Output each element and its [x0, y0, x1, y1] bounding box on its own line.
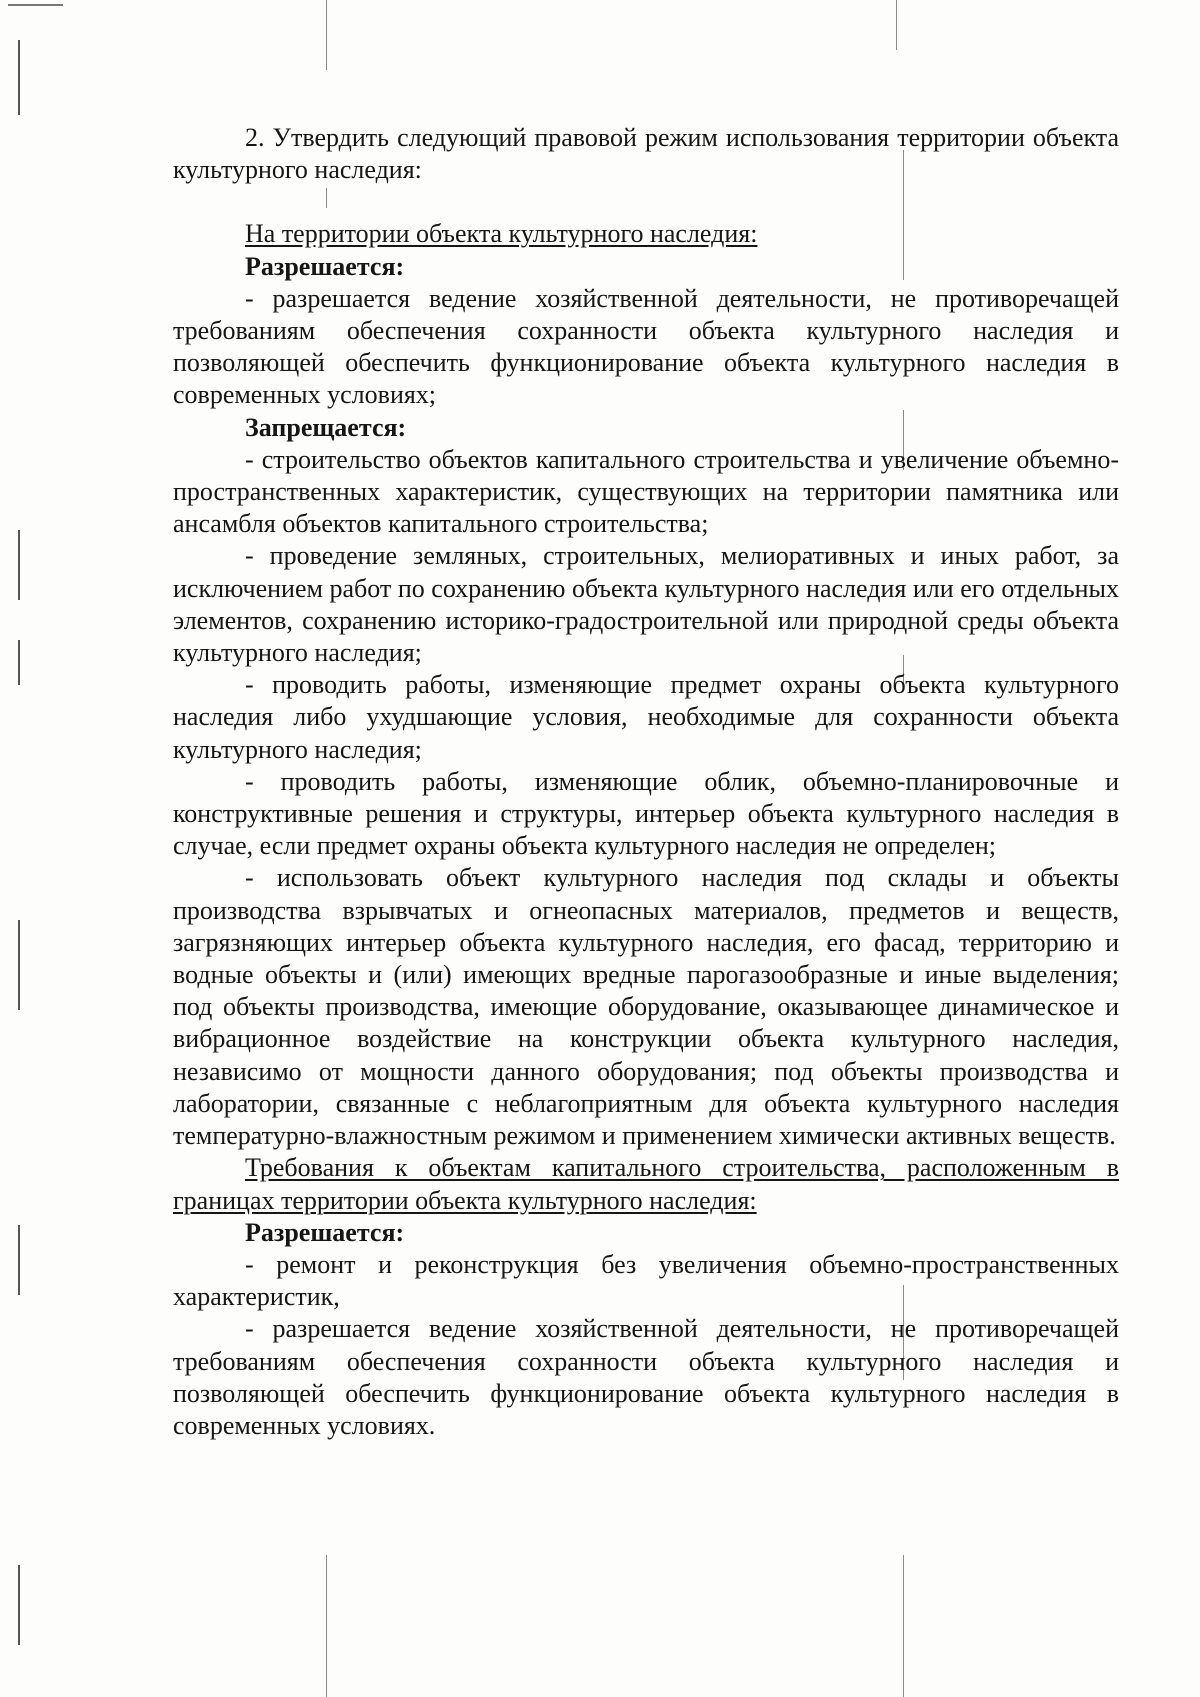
allowed-heading: Разрешается:	[245, 251, 405, 281]
forbidden-item: - проводить работы, изменяющие облик, объемно-планировочные и конструктивные решения и структуры, интерьер объекта культурного наследия в случае, если предмет охраны объекта культурного наследия не определен;	[173, 766, 1119, 861]
document-body	[173, 122, 1119, 1442]
scan-artifact-line	[18, 640, 20, 685]
scan-artifact-line	[18, 1225, 20, 1295]
forbidden-item: - проведение земляных, строительных, мелиоративных и иных работ, за исключением работ по сохранению объекта культурного наследия или его отдельных элементов, сохранению историко-градостроительной или природной среды объекта культурного наследия;	[173, 541, 1119, 668]
allowed-item: - разрешается ведение хозяйственной деятельности, не противоречащей требованиям обеспечения сохранности объекта культурного наследия и позволяющей обеспечить функционирование объекта культурного наследия в современных условиях.	[173, 1314, 1119, 1440]
scan-artifact-line	[18, 920, 20, 1010]
section-title-buildings: Требования к объектам капитального строительства, расположенным в границах территории объекта культурного наследия:	[173, 1153, 1119, 1215]
forbidden-item: - проводить работы, изменяющие предмет охраны объекта культурного наследия либо ухудшающие условия, необходимые для сохранности объекта культурного наследия;	[173, 670, 1119, 764]
scan-artifact-line	[8, 4, 63, 6]
scan-artifact-line	[18, 40, 20, 115]
forbidden-heading: Запрещается:	[245, 412, 407, 442]
allowed-heading: Разрешается:	[245, 1217, 405, 1247]
forbidden-item: - строительство объектов капитального строительства и увеличение объемно-пространственных характеристик, существующих на территории памятника или ансамбля объектов капитального строительства;	[173, 444, 1119, 539]
scan-artifact-line	[18, 1565, 20, 1645]
intro-paragraph: 2. Утвердить следующий правовой режим использования территории объекта культурного наследия:	[173, 123, 1119, 185]
section-title-territory: На территории объекта культурного наследия:	[245, 219, 758, 249]
scan-artifact-line	[18, 530, 20, 600]
scan-artifact-line	[326, 0, 327, 70]
allowed-item: - разрешается ведение хозяйственной деятельности, не противоречащей требованиям обеспечения сохранности объекта культурного наследия и позволяющей обеспечить функционирование объекта культурного наследия в современных условиях;	[173, 283, 1119, 410]
forbidden-item: - использовать объект культурного наследия под склады и объекты производства взрывчатых и огнеопасных материалов, предметов и веществ, загрязняющих интерьер объекта культурного наследия, его фасад, территорию и водные объекты и (или) имеющих вредные парогазообразные и иные выделения; под объекты производства, имеющие оборудование, оказывающее динамическое и вибрационное воздействие на конструкции объекта культурного наследия, независимо от мощности данного оборудования; под объекты производства и лаборатории, связанные с неблагоприятным для объекта культурного наследия температурно-влажностным режимом и применением химически активных веществ.	[173, 863, 1119, 1151]
allowed-item: - ремонт и реконструкция без увеличения объемно-пространственных характеристик,	[173, 1249, 1119, 1312]
scan-artifact-line	[896, 0, 897, 50]
scan-artifact-line	[903, 1555, 904, 1697]
scan-artifact-line	[326, 1555, 327, 1697]
spacer	[173, 186, 1119, 218]
